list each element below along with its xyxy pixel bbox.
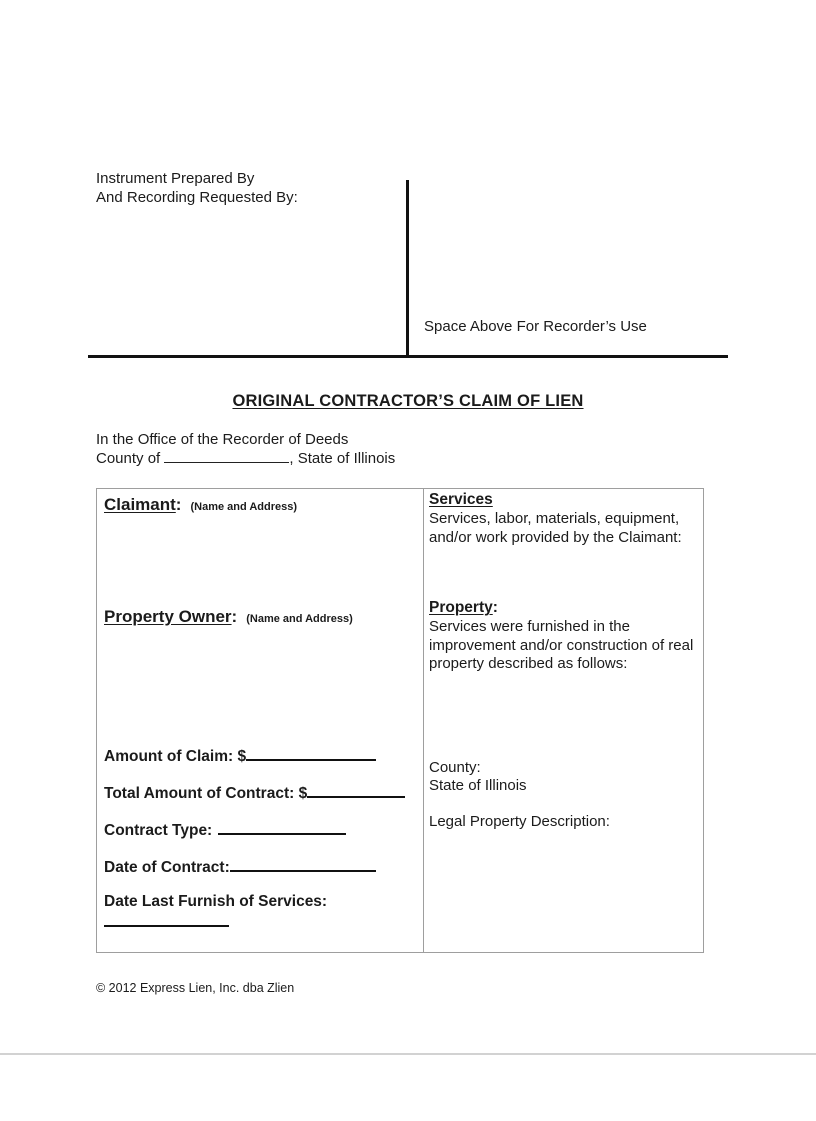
property-owner-section-label	[104, 607, 353, 627]
lien-details-table	[96, 488, 704, 953]
total-contract-row	[104, 782, 405, 803]
table-left-column	[97, 489, 424, 952]
total-contract-label: Total Amount of Contract: $	[104, 785, 308, 802]
property-heading	[429, 599, 701, 618]
claimant-section-label	[104, 495, 297, 515]
recorder-vertical-divider	[406, 180, 409, 357]
date-last-furnish-row	[104, 893, 327, 911]
contract-type-row	[104, 819, 346, 840]
county-fill-field[interactable]	[164, 449, 289, 463]
property-owner-label: Property Owner	[104, 607, 232, 626]
document-title: ORIGINAL CONTRACTOR’S CLAIM OF LIEN	[232, 392, 584, 410]
prepared-by-line2: And Recording Requested By:	[96, 189, 298, 206]
services-heading-text: Services	[429, 491, 493, 508]
contract-type-fill-field[interactable]	[218, 819, 346, 835]
state-label: State of Illinois	[429, 777, 527, 794]
page-break-line	[0, 1053, 816, 1055]
property-heading-text: Property	[429, 599, 493, 616]
table-right-column	[424, 489, 705, 952]
prepared-by-block	[96, 169, 298, 207]
recorder-horizontal-divider	[88, 355, 728, 358]
date-of-contract-label: Date of Contract:	[104, 859, 230, 876]
services-heading	[429, 491, 701, 510]
intro-block	[96, 430, 395, 468]
date-of-contract-fill-field[interactable]	[230, 856, 376, 872]
property-owner-colon: :	[231, 607, 238, 626]
services-description: Services, labor, materials, equipment, and/or work provided by the Claimant:	[429, 510, 682, 546]
amount-of-claim-row	[104, 745, 376, 766]
claimant-label: Claimant	[104, 495, 176, 514]
date-of-contract-row	[104, 856, 376, 877]
claimant-hint: (Name and Address)	[190, 501, 298, 513]
property-heading-colon: :	[492, 599, 498, 616]
county-line	[96, 449, 395, 468]
property-description: Services were furnished in the improvement and/or construction of real property described as follows:	[429, 618, 694, 672]
intro-line1: In the Office of the Recorder of Deeds	[96, 431, 349, 448]
prepared-by-line1: Instrument Prepared By	[96, 170, 255, 187]
total-contract-fill-field[interactable]	[307, 782, 405, 798]
recorder-use-label: Space Above For Recorder’s Use	[424, 318, 647, 335]
claimant-colon: :	[175, 495, 182, 514]
county-label: County:	[429, 759, 481, 776]
date-last-furnish-fill-field[interactable]	[104, 911, 229, 927]
county-prefix: County of	[96, 450, 165, 467]
amount-of-claim-fill-field[interactable]	[246, 745, 376, 761]
copyright-note: © 2012 Express Lien, Inc. dba Zlien	[96, 981, 295, 995]
amount-of-claim-label: Amount of Claim: $	[104, 748, 247, 765]
date-last-furnish-label: Date Last Furnish of Services:	[104, 893, 328, 910]
date-last-furnish-blank-row	[104, 911, 229, 932]
county-suffix: , State of Illinois	[289, 450, 396, 467]
contract-type-label: Contract Type:	[104, 822, 213, 839]
property-owner-hint: (Name and Address)	[246, 613, 353, 625]
legal-description-label: Legal Property Description:	[429, 813, 610, 830]
